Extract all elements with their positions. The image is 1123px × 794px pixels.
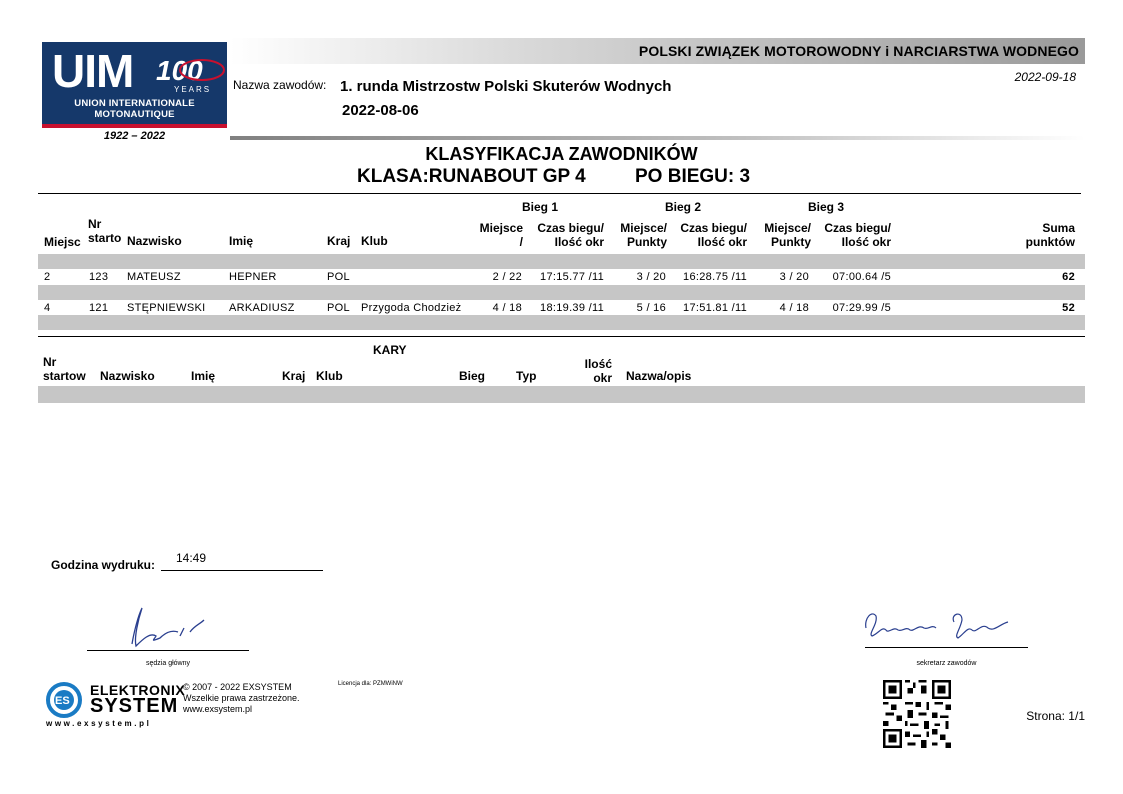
pen-col-nazwisko: Nazwisko	[100, 369, 155, 383]
cell-suma: 52	[1062, 301, 1075, 314]
print-date: 2022-09-18	[1014, 70, 1076, 84]
col-bieg3: Bieg 3	[808, 200, 845, 214]
class-title: KLASA:RUNABOUT GP 4	[357, 166, 586, 187]
brand-line1: ELEKTRONIX	[90, 682, 186, 698]
organization-name: POLSKI ZWIĄZEK MOTOROWODNY i NARCIARSTWA WODNEGO	[638, 43, 1079, 59]
cell-b2-miejsce: 5 / 16	[636, 301, 666, 314]
cell-b2-czas: 16:28.75 /11	[683, 271, 747, 284]
print-time-line	[161, 570, 323, 571]
col-miejsce: Miejsc	[44, 235, 81, 249]
cell-nr: 121	[89, 301, 109, 314]
logo-uim-text: UIM	[52, 45, 134, 97]
cell-b2-czas: 17:51.81 /11	[683, 301, 747, 314]
cell-imie: ARKADIUSZ	[229, 301, 295, 314]
logo-years: YEARS	[174, 85, 212, 94]
pen-col-nr: Nr startow	[43, 355, 86, 383]
qr-code-icon	[883, 680, 951, 748]
header-separator	[230, 136, 1085, 140]
col-imie: Imię	[229, 234, 254, 248]
brand-url: www.exsystem.pl	[46, 719, 152, 728]
cell-klub: Przygoda Chodzież	[361, 301, 462, 314]
col-b2-czas: Czas biegu/ Ilość okr	[680, 221, 747, 249]
license: Licencja dla: PZMWiNW	[338, 681, 403, 687]
judge-signature-icon	[120, 602, 220, 650]
logo-hundred: 100	[156, 55, 203, 86]
logo-years-range: 1922 – 2022	[103, 130, 166, 142]
table-row	[38, 254, 1085, 269]
col-b2-miejsce: Miejsce/ Punkty	[620, 221, 667, 249]
cell-imie: HEPNER	[229, 271, 277, 284]
cell-b1-miejsce: 2 / 22	[492, 271, 522, 284]
pen-col-kraj: Kraj	[282, 369, 306, 383]
judge-signature-line	[87, 650, 249, 651]
cell-nazwisko: STĘPNIEWSKI	[127, 301, 206, 314]
cell-b1-czas: 17:15.77 /11	[540, 271, 604, 284]
cell-suma: 62	[1062, 271, 1075, 284]
event-date: 2022-08-06	[342, 102, 419, 119]
pen-col-imie: Imię	[191, 369, 216, 383]
col-bieg2: Bieg 2	[665, 200, 702, 214]
judge-label: sędzia główny	[146, 660, 190, 667]
cell-b3-miejsce: 3 / 20	[779, 271, 809, 284]
col-b3-czas: Czas biegu/ Ilość okr	[824, 221, 891, 249]
col-klub: Klub	[361, 234, 388, 248]
website[interactable]: www.exsystem.pl	[183, 704, 253, 714]
table-row	[38, 315, 1085, 330]
col-kraj: Kraj	[327, 234, 351, 248]
logo-red-stripe	[42, 124, 227, 128]
cell-kraj: POL	[327, 301, 350, 314]
after-run-title: PO BIEGU: 3	[635, 166, 751, 187]
penalty-row	[38, 386, 1085, 403]
col-bieg1: Bieg 1	[522, 200, 559, 214]
secretary-label: sekretarz zawodów	[916, 660, 977, 667]
col-nr-startowy: Nr starto	[88, 217, 122, 245]
title-divider	[38, 193, 1081, 194]
cell-b1-miejsce: 4 / 18	[492, 301, 522, 314]
cell-b2-miejsce: 3 / 20	[636, 271, 666, 284]
logo-subtitle: UNION INTERNATIONALE MOTONAUTIQUE	[74, 98, 195, 120]
cell-b1-czas: 18:19.39 /11	[540, 301, 604, 314]
event-name: 1. runda Mistrzostw Polski Skuterów Wodnych	[340, 78, 672, 95]
elektronix-logo-icon	[44, 682, 84, 718]
table-row	[38, 285, 1085, 300]
col-b3-miejsce: Miejsce/ Punkty	[764, 221, 811, 249]
penalties-title: KARY	[373, 343, 407, 357]
cell-nr: 123	[89, 271, 109, 284]
cell-kraj: POL	[327, 271, 350, 284]
rights: Wszelkie prawa zastrzeżone.	[183, 693, 300, 703]
cell-b3-czas: 07:00.64 /5	[832, 271, 891, 284]
brand-line2: SYSTEM	[90, 695, 179, 717]
copyright-block	[183, 682, 300, 715]
logo-100-years-icon	[154, 52, 226, 96]
pen-col-typ: Typ	[516, 369, 537, 383]
cell-b3-czas: 07:29.99 /5	[832, 301, 891, 314]
secretary-signature-line	[865, 647, 1028, 648]
pen-col-bieg: Bieg	[459, 369, 486, 383]
col-suma: Suma punktów	[1025, 221, 1075, 249]
svg-text:ES: ES	[55, 695, 70, 707]
organization-banner	[230, 38, 1085, 64]
col-b1-miejsce: Miejsce /	[479, 221, 523, 249]
event-label: Nazwa zawodów:	[233, 78, 327, 92]
pen-col-ilosc: Ilość okr	[584, 357, 612, 385]
copyright: © 2007 - 2022 EXSYSTEM	[183, 682, 292, 692]
results-divider	[38, 336, 1085, 337]
col-b1-czas: Czas biegu/ Ilość okr	[537, 221, 604, 249]
table-row	[38, 300, 1085, 315]
pen-col-opis: Nazwa/opis	[626, 369, 692, 383]
cell-b3-miejsce: 4 / 18	[779, 301, 809, 314]
cell-miejsce: 2	[44, 271, 51, 284]
table-row	[38, 269, 1085, 284]
print-time-label: Godzina wydruku:	[51, 558, 156, 572]
cell-nazwisko: MATEUSZ	[127, 271, 181, 284]
secretary-signature-icon	[858, 600, 1023, 648]
col-nazwisko: Nazwisko	[127, 234, 182, 248]
page-title: KLASYFIKACJA ZAWODNIKÓW	[425, 144, 698, 164]
cell-miejsce: 4	[44, 301, 51, 314]
pen-col-klub: Klub	[316, 369, 343, 383]
print-time: 14:49	[176, 551, 207, 565]
page-number: Strona: 1/1	[1026, 709, 1085, 723]
uim-logo	[42, 42, 227, 124]
